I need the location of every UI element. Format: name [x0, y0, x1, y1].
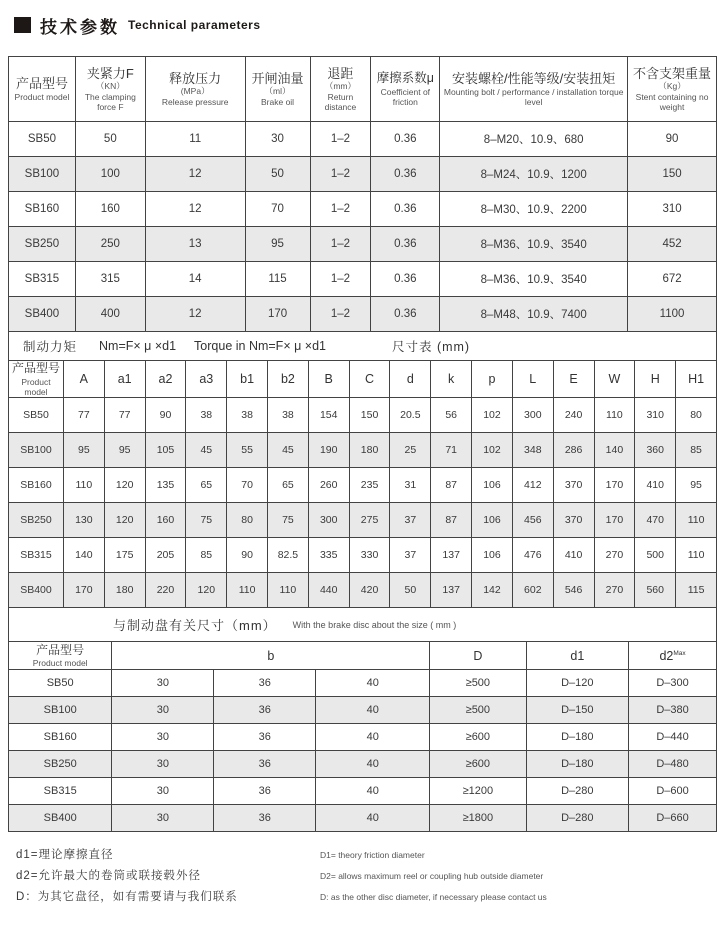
value-cell: 36: [214, 778, 316, 805]
model-cell: SB50: [9, 122, 76, 157]
value-cell: 602: [512, 573, 553, 608]
value-cell: 14: [145, 262, 245, 297]
value-cell: 546: [553, 573, 594, 608]
value-cell: 412: [512, 468, 553, 503]
value-cell: 80: [227, 503, 268, 538]
value-cell: 170: [594, 503, 635, 538]
value-cell: 56: [431, 398, 472, 433]
col-header-d2: $d2^{Max}$: [629, 642, 717, 670]
table-row: [9, 227, 717, 262]
table-row: [9, 697, 717, 724]
col-header-a1: a1: [104, 361, 145, 398]
value-cell: D–120: [526, 670, 629, 697]
value-cell: D–660: [629, 805, 717, 832]
model-cell: SB160: [9, 192, 76, 227]
table-row: [9, 433, 717, 468]
value-cell: 50: [75, 122, 145, 157]
value-cell: 36: [214, 670, 316, 697]
value-cell: 150: [349, 398, 390, 433]
value-cell: 8–M48、10.9、7400: [440, 297, 628, 332]
page-title-zh: 技术参数: [40, 17, 120, 37]
value-cell: 170: [594, 468, 635, 503]
value-cell: 137: [431, 573, 472, 608]
footnote-d1: [16, 846, 725, 862]
value-cell: 120: [104, 503, 145, 538]
page-title: [0, 0, 725, 38]
title-square-icon: [14, 17, 31, 33]
value-cell: 87: [431, 468, 472, 503]
table-row: [9, 778, 717, 805]
model-cell: SB100: [9, 433, 64, 468]
table-row: [9, 805, 717, 832]
value-cell: 410: [553, 538, 594, 573]
table-row: [9, 192, 717, 227]
value-cell: 240: [553, 398, 594, 433]
value-cell: D–440: [629, 724, 717, 751]
value-cell: 110: [676, 503, 717, 538]
value-cell: 170: [245, 297, 310, 332]
table1-header-row: [9, 57, 717, 122]
col-header-k: k: [431, 361, 472, 398]
value-cell: 310: [635, 398, 676, 433]
value-cell: 160: [75, 192, 145, 227]
value-cell: 1–2: [310, 227, 371, 262]
col-header-b2: b2: [268, 361, 309, 398]
brake-disc-title-zh: 与制动盘有关尺寸（mm）: [113, 618, 277, 633]
value-cell: 452: [628, 227, 717, 262]
value-cell: 65: [268, 468, 309, 503]
brake-disc-title-en: With the brake disc about the size ( mm ): [292, 619, 457, 630]
value-cell: 95: [245, 227, 310, 262]
value-cell: 36: [214, 724, 316, 751]
page-title-en: Technical parameters: [128, 18, 261, 32]
value-cell: 250: [75, 227, 145, 262]
model-cell: SB400: [9, 573, 64, 608]
value-cell: 30: [112, 697, 214, 724]
value-cell: 38: [186, 398, 227, 433]
value-cell: 500: [635, 538, 676, 573]
value-cell: 137: [431, 538, 472, 573]
value-cell: 37: [390, 503, 431, 538]
value-cell: 65: [186, 468, 227, 503]
value-cell: 8–M36、10.9、3540: [440, 262, 628, 297]
value-cell: 120: [186, 573, 227, 608]
value-cell: 330: [349, 538, 390, 573]
table-row: [9, 157, 717, 192]
value-cell: 0.36: [371, 262, 440, 297]
table-row: [9, 297, 717, 332]
value-cell: 1100: [628, 297, 717, 332]
value-cell: 0.36: [371, 157, 440, 192]
value-cell: D–280: [526, 778, 629, 805]
model-cell: SB400: [9, 297, 76, 332]
value-cell: 20.5: [390, 398, 431, 433]
table-row: [9, 573, 717, 608]
value-cell: ≥600: [430, 751, 526, 778]
value-cell: 300: [512, 398, 553, 433]
value-cell: 140: [63, 538, 104, 573]
footnote-d2: [16, 867, 725, 883]
value-cell: 25: [390, 433, 431, 468]
value-cell: 8–M36、10.9、3540: [440, 227, 628, 262]
value-cell: 31: [390, 468, 431, 503]
value-cell: 672: [628, 262, 717, 297]
col-header-b1: b1: [227, 361, 268, 398]
torque-label-zh: 制动力矩: [23, 340, 78, 354]
value-cell: 315: [75, 262, 145, 297]
value-cell: 40: [316, 670, 430, 697]
value-cell: 205: [145, 538, 186, 573]
value-cell: 85: [186, 538, 227, 573]
value-cell: 110: [268, 573, 309, 608]
value-cell: 150: [628, 157, 717, 192]
d2-max-superscript: Max: [673, 649, 686, 657]
value-cell: 30: [112, 751, 214, 778]
footnote-d2-en: D2= allows maximum reel or coupling hub outside diameter: [320, 871, 544, 881]
table-row: [9, 724, 717, 751]
value-cell: 8–M30、10.9、2200: [440, 192, 628, 227]
value-cell: 40: [316, 724, 430, 751]
value-cell: 275: [349, 503, 390, 538]
value-cell: 45: [268, 433, 309, 468]
col-header-C: C: [349, 361, 390, 398]
value-cell: ≥1800: [430, 805, 526, 832]
value-cell: 40: [316, 751, 430, 778]
size-table-label: 尺寸表 (mm): [391, 340, 471, 354]
value-cell: 410: [635, 468, 676, 503]
table-row: [9, 751, 717, 778]
value-cell: 36: [214, 697, 316, 724]
table-row: [9, 262, 717, 297]
table3-header-row: [9, 642, 717, 670]
value-cell: 75: [186, 503, 227, 538]
model-cell: SB250: [9, 751, 112, 778]
value-cell: 115: [245, 262, 310, 297]
value-cell: ≥600: [430, 724, 526, 751]
value-cell: 140: [594, 433, 635, 468]
value-cell: 80: [676, 398, 717, 433]
col-header-p: p: [472, 361, 513, 398]
value-cell: 102: [472, 433, 513, 468]
value-cell: 470: [635, 503, 676, 538]
model-cell: SB315: [9, 778, 112, 805]
value-cell: 100: [75, 157, 145, 192]
value-cell: 37: [390, 538, 431, 573]
value-cell: 260: [308, 468, 349, 503]
model-cell: SB50: [9, 398, 64, 433]
table-row: [9, 670, 717, 697]
col-header-product-model: 产品型号 Product model: [9, 642, 112, 670]
table3-body: [9, 670, 717, 832]
value-cell: 270: [594, 538, 635, 573]
col-header-return-distance: 退距 （mm） Return distance: [310, 57, 371, 122]
parameters-sheet: [8, 56, 717, 832]
value-cell: 102: [472, 398, 513, 433]
value-cell: 30: [112, 805, 214, 832]
value-cell: 286: [553, 433, 594, 468]
footnote-d2-zh: d2=允许最大的卷筒或联接毂外径: [16, 870, 202, 882]
col-header-d: d: [390, 361, 431, 398]
value-cell: 12: [145, 192, 245, 227]
value-cell: 110: [63, 468, 104, 503]
value-cell: 77: [104, 398, 145, 433]
col-header-D: D: [430, 642, 526, 670]
value-cell: D–280: [526, 805, 629, 832]
value-cell: D–180: [526, 751, 629, 778]
value-cell: 87: [431, 503, 472, 538]
value-cell: 170: [63, 573, 104, 608]
value-cell: 130: [63, 503, 104, 538]
value-cell: 90: [628, 122, 717, 157]
value-cell: 560: [635, 573, 676, 608]
value-cell: ≥500: [430, 670, 526, 697]
table-row: [9, 398, 717, 433]
value-cell: 142: [472, 573, 513, 608]
value-cell: D–380: [629, 697, 717, 724]
value-cell: 120: [104, 468, 145, 503]
value-cell: 1–2: [310, 297, 371, 332]
col-header-product-model: 产品型号 Product model: [9, 57, 76, 122]
value-cell: 13: [145, 227, 245, 262]
value-cell: 30: [112, 778, 214, 805]
col-header-H: H: [635, 361, 676, 398]
value-cell: 50: [245, 157, 310, 192]
value-cell: ≥1200: [430, 778, 526, 805]
value-cell: 135: [145, 468, 186, 503]
value-cell: 95: [63, 433, 104, 468]
value-cell: 40: [316, 697, 430, 724]
footnote-d1-zh: d1=理论摩擦直径: [16, 849, 114, 861]
technical-parameters-table: [8, 56, 717, 332]
col-header-b: b: [112, 642, 430, 670]
value-cell: 38: [227, 398, 268, 433]
col-header-a3: a3: [186, 361, 227, 398]
value-cell: 50: [390, 573, 431, 608]
torque-formula: Nm=F× μ ×d1: [99, 339, 177, 353]
value-cell: 45: [186, 433, 227, 468]
footnote-D-en: D: as the other disc diameter, if necessary please contact us: [320, 892, 547, 902]
table-row: [9, 122, 717, 157]
col-header-E: E: [553, 361, 594, 398]
value-cell: 115: [676, 573, 717, 608]
model-cell: SB160: [9, 724, 112, 751]
col-header-L: L: [512, 361, 553, 398]
value-cell: 180: [349, 433, 390, 468]
model-cell: SB160: [9, 468, 64, 503]
value-cell: 105: [145, 433, 186, 468]
value-cell: 95: [676, 468, 717, 503]
value-cell: 75: [268, 503, 309, 538]
value-cell: 36: [214, 751, 316, 778]
value-cell: 310: [628, 192, 717, 227]
value-cell: 106: [472, 503, 513, 538]
value-cell: 110: [676, 538, 717, 573]
value-cell: 8–M20、10.9、680: [440, 122, 628, 157]
value-cell: 30: [245, 122, 310, 157]
brake-disc-band: [8, 608, 717, 642]
table2-body: [9, 398, 717, 608]
model-cell: SB250: [9, 503, 64, 538]
brake-disc-table: [8, 641, 717, 832]
model-cell: SB250: [9, 227, 76, 262]
table-row: [9, 468, 717, 503]
table-row: [9, 538, 717, 573]
col-header-W: W: [594, 361, 635, 398]
table-row: [9, 503, 717, 538]
table1-body: [9, 122, 717, 332]
value-cell: D–300: [629, 670, 717, 697]
value-cell: D–600: [629, 778, 717, 805]
value-cell: 70: [227, 468, 268, 503]
value-cell: 71: [431, 433, 472, 468]
col-header-clamping-force: 夹紧力F （KN） The clamping force F: [75, 57, 145, 122]
value-cell: 1–2: [310, 192, 371, 227]
value-cell: 370: [553, 468, 594, 503]
col-header-a2: a2: [145, 361, 186, 398]
value-cell: 360: [635, 433, 676, 468]
value-cell: 55: [227, 433, 268, 468]
footnotes: [16, 846, 725, 904]
model-cell: SB315: [9, 538, 64, 573]
value-cell: 30: [112, 724, 214, 751]
value-cell: 190: [308, 433, 349, 468]
value-cell: 11: [145, 122, 245, 157]
value-cell: ≥500: [430, 697, 526, 724]
value-cell: 12: [145, 297, 245, 332]
dimensions-table: [8, 360, 717, 608]
model-cell: SB400: [9, 805, 112, 832]
value-cell: 0.36: [371, 297, 440, 332]
model-cell: SB100: [9, 697, 112, 724]
value-cell: 1–2: [310, 122, 371, 157]
value-cell: 12: [145, 157, 245, 192]
value-cell: D–150: [526, 697, 629, 724]
model-cell: SB315: [9, 262, 76, 297]
value-cell: 85: [676, 433, 717, 468]
torque-formula-band: [8, 332, 717, 361]
col-header-friction-coefficient: 摩擦系数μ Coefficient of friction: [371, 57, 440, 122]
value-cell: 90: [227, 538, 268, 573]
value-cell: 154: [308, 398, 349, 433]
value-cell: 1–2: [310, 262, 371, 297]
value-cell: 476: [512, 538, 553, 573]
value-cell: 220: [145, 573, 186, 608]
col-header-d1: d1: [526, 642, 629, 670]
value-cell: 36: [214, 805, 316, 832]
value-cell: D–180: [526, 724, 629, 751]
value-cell: 106: [472, 538, 513, 573]
value-cell: 1–2: [310, 157, 371, 192]
value-cell: 70: [245, 192, 310, 227]
value-cell: 440: [308, 573, 349, 608]
footnote-d1-en: D1= theory friction diameter: [320, 850, 425, 860]
value-cell: 270: [594, 573, 635, 608]
value-cell: 110: [594, 398, 635, 433]
col-header-mounting-bolt: 安装螺栓/性能等级/安装扭矩 Mounting bolt / performance / installation torque level: [440, 57, 628, 122]
footnote-D: [16, 888, 725, 904]
value-cell: 235: [349, 468, 390, 503]
value-cell: 40: [316, 805, 430, 832]
col-header-B: B: [308, 361, 349, 398]
value-cell: 456: [512, 503, 553, 538]
table2-header-row: [9, 361, 717, 398]
value-cell: 400: [75, 297, 145, 332]
footnote-D-zh: D：为其它盘径，如有需要请与我们联系: [16, 891, 238, 903]
value-cell: D–480: [629, 751, 717, 778]
model-cell: SB100: [9, 157, 76, 192]
value-cell: 300: [308, 503, 349, 538]
value-cell: 348: [512, 433, 553, 468]
value-cell: 77: [63, 398, 104, 433]
col-header-release-pressure: 释放压力 (MPa） Release pressure: [145, 57, 245, 122]
value-cell: 106: [472, 468, 513, 503]
value-cell: 0.36: [371, 192, 440, 227]
value-cell: 335: [308, 538, 349, 573]
torque-formula-en: Torque in Nm=F× μ ×d1: [194, 339, 326, 353]
value-cell: 95: [104, 433, 145, 468]
value-cell: 0.36: [371, 122, 440, 157]
value-cell: 160: [145, 503, 186, 538]
value-cell: 8–M24、10.9、1200: [440, 157, 628, 192]
col-header-weight: 不含支架重量 （Kg） Stent containing no weight: [628, 57, 717, 122]
col-header-A: A: [63, 361, 104, 398]
col-header-H1: H1: [676, 361, 717, 398]
value-cell: 370: [553, 503, 594, 538]
value-cell: 30: [112, 670, 214, 697]
value-cell: 420: [349, 573, 390, 608]
col-header-product-model: 产品型号 Product model: [9, 361, 64, 398]
value-cell: 90: [145, 398, 186, 433]
value-cell: 0.36: [371, 227, 440, 262]
value-cell: 40: [316, 778, 430, 805]
value-cell: 82.5: [268, 538, 309, 573]
value-cell: 110: [227, 573, 268, 608]
col-header-brake-oil: 开闸油量 （ml） Brake oil: [245, 57, 310, 122]
value-cell: 180: [104, 573, 145, 608]
value-cell: 175: [104, 538, 145, 573]
value-cell: 38: [268, 398, 309, 433]
model-cell: SB50: [9, 670, 112, 697]
